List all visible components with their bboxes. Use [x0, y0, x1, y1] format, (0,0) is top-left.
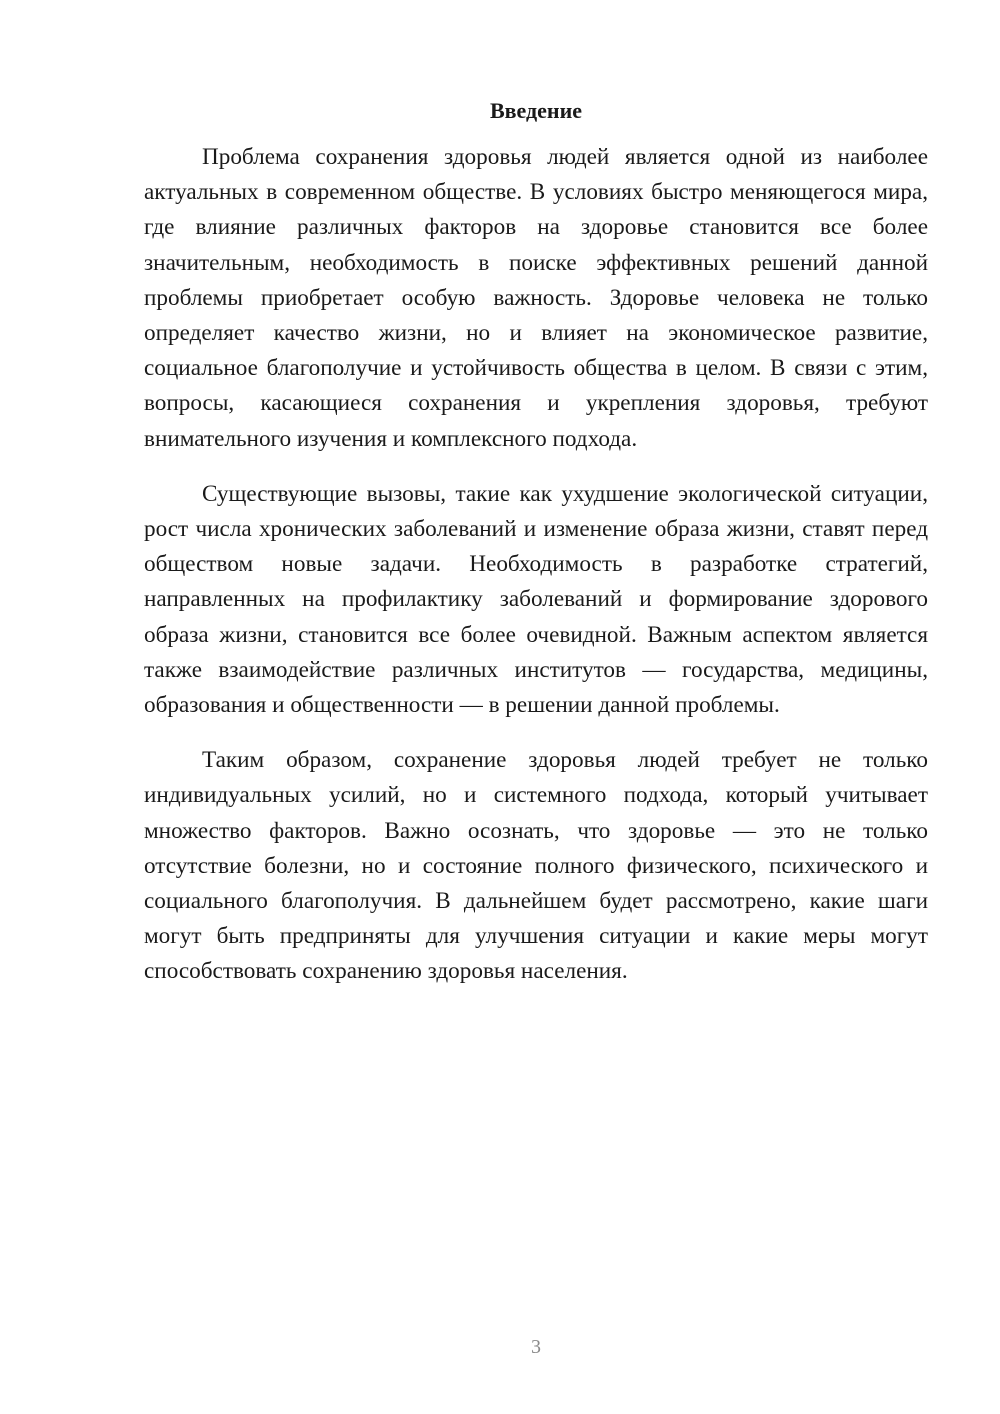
page-content — [144, 94, 928, 1010]
section-heading: Введение — [489, 98, 583, 123]
page-number: 3 — [531, 1336, 541, 1358]
paragraph-1: Проблема сохранения здоровья людей является одной из наиболее актуальных в современном обществе. В условиях быстро меняющегося мира, где влияние различных факторов на здоровье становится все более значительным, необходимость в поиске эффективных решений данной проблемы приобретает особую важность. Здоровье человека не только определяет качество жизни, но и влияет на экономическое развитие, социальное благополучие и устойчивость общества в целом. В связи с этим, вопросы, касающиеся сохранения и укрепления здоровья, требуют внимательного изучения и комплексного подхода. — [144, 144, 928, 452]
paragraph-3: Таким образом, сохранение здоровья людей требует не только индивидуальных усилий, но и системного подхода, который учитывает множество факторов. Важно осознать, что здоровье — это не только отсутствие болезни, но и состояние полного физического, психического и социального благополучия. В дальнейшем будет рассмотрено, какие шаги могут быть предприняты для улучшения ситуации и какие меры могут способствовать сохранению здоровья населения. — [144, 747, 928, 985]
paragraph-2: Существующие вызовы, такие как ухудшение экологической ситуации, рост числа хронических заболеваний и изменение образа жизни, ставят перед обществом новые задачи. Необходимость в разработке стратегий, направленных на профилактику заболеваний и формирование здорового образа жизни, становится все более очевидной. Важным аспектом является также взаимодействие различных институтов — государства, медицины, образования и общественности — в решении данной проблемы. — [144, 480, 928, 719]
